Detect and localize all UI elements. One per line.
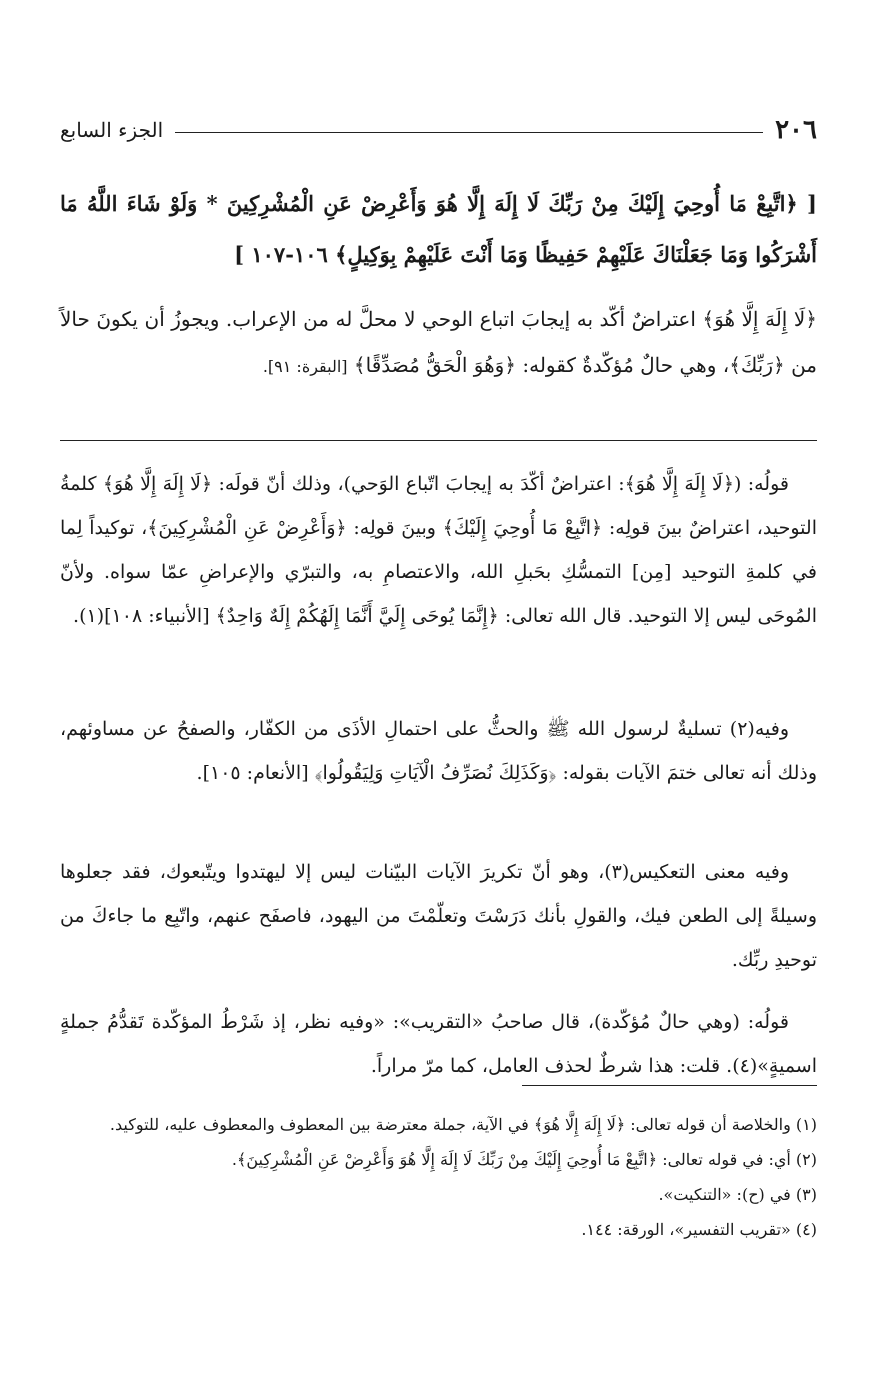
page-number: ٢٠٦ bbox=[775, 115, 817, 145]
commentary-text: ﴿لَا إِلَهَ إِلَّا هُوَ﴾ اعتراضٌ أكّد به إيجابَ اتباع الوحي لا محلَّ له من الإعراب. ويجوزُ أن يكونَ حالاً من ﴿رَبِّكَ﴾، وهي حالٌ مُؤكّدةٌ كقوله: ﴿وَهُوَ الْحَقُّ مُصَدِّقًا﴾ bbox=[60, 307, 817, 377]
gloss-text: وفيه معنى التعكيس(٣)، وهو أنّ تكريرَ الآيات البيّنات ليس إلا ليهتدوا ويتّبعوك، فقد جعلوها وسيلةً إلى الطعن فيك، والقولِ بأنك دَرَسْتَ وتعلّمْتَ من اليهود، فاصفَح عنهم، واتّبِع ما جاءكَ من توحيدِ ربِّك. bbox=[60, 861, 817, 971]
gloss-paragraph-3 bbox=[60, 850, 817, 982]
gloss-paragraph-4 bbox=[60, 1000, 817, 1088]
footnote-4: (٤) «تقريب التفسير»، الورقة: ١٤٤. bbox=[581, 1220, 817, 1239]
gloss-text: وفيه(٢) تسليةٌ لرسول الله ﷺ والحثُّ على احتمالِ الأذَى من الكفّار، والصفحُ عن مساوئهم، وذلك أنه تعالى ختمَ الآيات بقوله: ﴿وَكَذَلِكَ نُصَرِّفُ الْآيَاتِ وَلِيَقُولُوا﴾ [الأنعام: ١٠٥]. bbox=[60, 718, 817, 784]
page-header bbox=[60, 112, 817, 148]
verse-text: [ ﴿اتَّبِعْ مَا أُوحِيَ إِلَيْكَ مِنْ رَبِّكَ لَا إِلَهَ إِلَّا هُوَ وَأَعْرِضْ عَنِ الْمُشْرِكِينَ * وَلَوْ شَاءَ اللَّهُ مَا أَشْرَكُوا وَمَا جَعَلْنَاكَ عَلَيْهِمْ حَفِيظًا وَمَا أَنْتَ عَلَيْهِمْ بِوَكِيلٍ﴾ ١٠٦-١٠٧ ] bbox=[60, 191, 817, 267]
footnote-2: (٢) أي: في قوله تعالى: ﴿اتَّبِعْ مَا أُوحِيَ إِلَيْكَ مِنْ رَبِّكَ لَا إِلَهَ إِلَّا هُوَ وَأَعْرِضْ عَنِ الْمُشْرِكِينَ﴾. bbox=[231, 1150, 817, 1169]
gloss-paragraph-2 bbox=[60, 707, 817, 795]
section-divider bbox=[60, 440, 817, 441]
part-title: الجزء السابع bbox=[60, 118, 164, 142]
footnotes bbox=[60, 1107, 817, 1247]
footnote-1: (١) والخلاصة أن قوله تعالى: ﴿لَا إِلَهَ إِلَّا هُوَ﴾ في الآية، جملة معترضة بين المعطوف والمعطوف عليه، للتوكيد. bbox=[109, 1115, 817, 1134]
gloss-text: قولُه: (﴿لَا إِلَهَ إِلَّا هُوَ﴾: اعتراضٌ أكّدَ به إيجابَ اتّباع الوَحي)، وذلك أنّ قولَه: ﴿لَا إِلَهَ إِلَّا هُوَ﴾ كلمةُ التوحيد، اعتراضٌ بينَ قولِه: ﴿اتَّبِعْ مَا أُوحِيَ إِلَيْكَ﴾ وبينَ قولِه: ﴿وَأَعْرِضْ عَنِ الْمُشْرِكِينَ﴾، توكيداً لِما في كلمةِ التوحيد [مِن] التمسُّكِ بحَبلِ الله، والاعتصامِ به، والتبرّي والإعراضِ عمّا سواه. ولأنّ المُوحَى ليس إلا التوحيد. قال الله تعالى: ﴿إِنَّمَا يُوحَى إِلَيَّ أَنَّمَا إِلَهُكُمْ إِلَهٌ وَاحِدٌ﴾ [الأنبياء: ١٠٨](١). bbox=[60, 473, 818, 627]
commentary-reference: [البقرة: ٩١]. bbox=[262, 357, 348, 376]
footnote-3: (٣) في (ح): «التنكيت». bbox=[658, 1185, 817, 1204]
quran-verse bbox=[60, 178, 817, 280]
header-rule bbox=[175, 132, 763, 133]
gloss-text: قولُه: (وهي حالٌ مُؤكّدة)، قال صاحبُ «التقريب»: «وفيه نظر، إذ شَرْطُ المؤكّدة تَقدُّمُ جملةٍ اسميةٍ»(٤). قلت: هذا شرطٌ لحذف العامل، كما مرّ مراراً. bbox=[60, 1011, 817, 1077]
gloss-paragraph-1 bbox=[60, 462, 817, 638]
footnote-rule bbox=[522, 1085, 817, 1086]
book-page bbox=[60, 0, 817, 1395]
tafsir-commentary bbox=[60, 296, 817, 390]
